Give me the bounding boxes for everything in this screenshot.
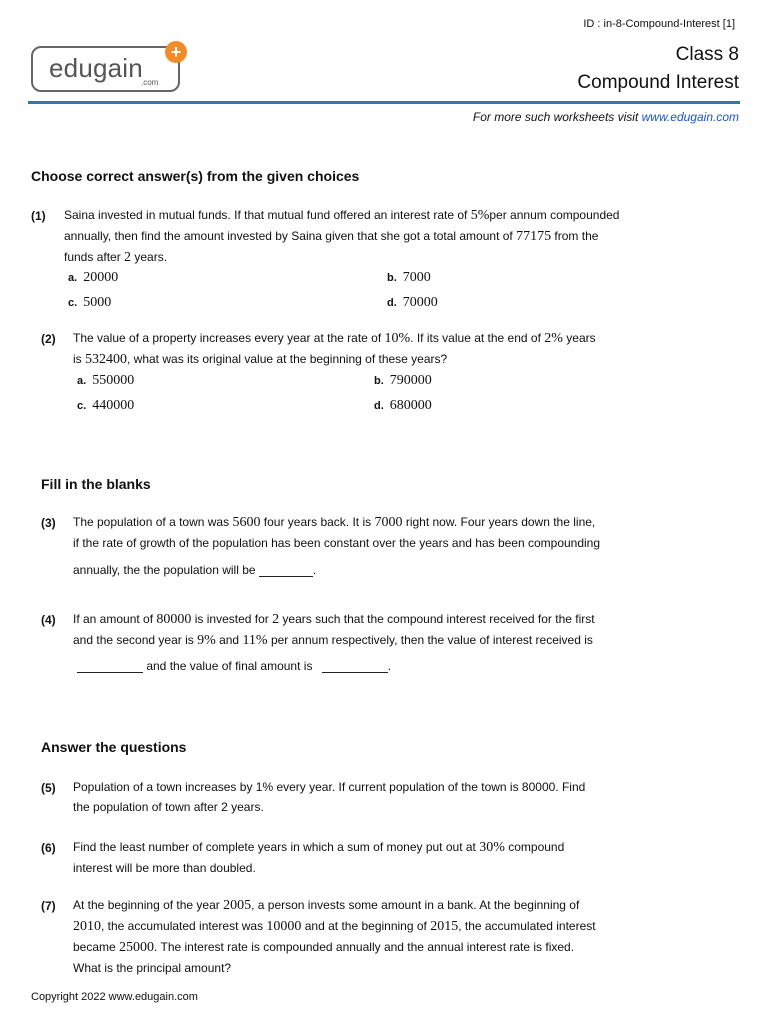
question-number: (4): [41, 613, 56, 627]
logo-suffix: .com: [141, 78, 159, 87]
answer-blank[interactable]: [322, 658, 388, 673]
edugain-logo[interactable]: [31, 46, 180, 92]
question-text-3: The population of a town was 5600 four years back. It is 7000 right now. Four years down the line, if the rate of growth of the population has been constant over the years and has been compounding: [73, 515, 601, 550]
subject-title: Compound Interest: [577, 72, 739, 93]
question-number: (2): [41, 332, 56, 346]
logo-text: edugain: [49, 53, 143, 83]
section-heading-mcq: Choose correct answer(s) from the given choices: [31, 168, 360, 184]
question-text-1: Saina invested in mutual funds. If that mutual fund offered an interest rate of 5%per annum compounded annually, then find the amount invested by Saina given that she got a total amount of 77175 from the funds after 2 years.: [64, 208, 620, 265]
promo-link[interactable]: www.edugain.com: [641, 110, 739, 124]
question-number: (5): [41, 781, 56, 795]
section-heading-fill: Fill in the blanks: [41, 476, 151, 492]
promo-text: For more such worksheets visit: [472, 110, 642, 124]
answer-blank[interactable]: [259, 562, 313, 577]
question-text-4: If an amount of 80000 is invested for 2 years such that the compound interest received for the first and the second year is 9% and 11% per annum respectively, then the value of interest received is: [73, 612, 595, 648]
logo-plus-icon: +: [165, 41, 187, 63]
option-d[interactable]: d. 70000: [387, 295, 438, 310]
question-number: (1): [31, 209, 46, 223]
document-id: ID : in-8-Compound-Interest [1]: [583, 18, 735, 30]
option-a[interactable]: a. 20000: [68, 270, 119, 285]
section-heading-answer: Answer the questions: [41, 739, 187, 755]
question-text-4-cont: and the value of final amount is .: [77, 656, 737, 676]
question-number: (7): [41, 899, 56, 913]
question-text-6: Find the least number of complete years in which a sum of money put out at 30% compound interest will be more than doubled.: [73, 840, 565, 875]
option-c[interactable]: c. 5000: [68, 295, 112, 310]
question-text-5: Population of a town increases by 1% every year. If current population of the town is 80000. Find the population of town after 2 years.: [73, 780, 586, 814]
question-number: (3): [41, 516, 56, 530]
header-divider: [28, 101, 740, 104]
class-title: Class 8: [675, 44, 739, 65]
option-c[interactable]: c. 440000: [77, 398, 135, 413]
option-a[interactable]: a. 550000: [77, 373, 135, 388]
option-d[interactable]: d. 680000: [374, 398, 432, 413]
question-text-2: The value of a property increases every year at the rate of 10%. If its value at the end of 2% years is 532400, what was its original value at the beginning of these years?: [73, 331, 596, 367]
answer-blank[interactable]: [77, 658, 143, 673]
option-b[interactable]: b. 7000: [387, 270, 431, 285]
promo-line: [473, 110, 739, 124]
option-b[interactable]: b. 790000: [374, 373, 432, 388]
question-number: (6): [41, 841, 56, 855]
copyright-footer: Copyright 2022 www.edugain.com: [31, 991, 198, 1003]
question-text-7: At the beginning of the year 2005, a person invests some amount in a bank. At the beginning of 2010, the accumulated interest was 10000 and at the beginning of 2015, the accumulated interest became 25000. The interest rate is compounded annually and the annual interest rate is fixed. What is the principal amount?: [73, 898, 596, 975]
question-text-3-cont: annually, the the population will be .: [73, 563, 317, 577]
